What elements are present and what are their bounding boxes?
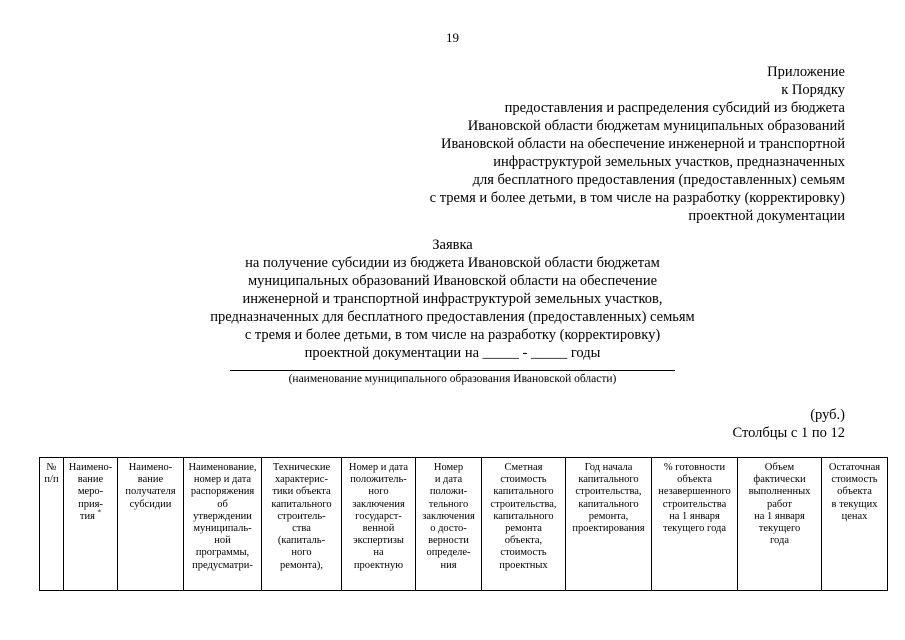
page-number: 19 [446, 30, 459, 45]
table-header-row [40, 458, 888, 591]
table-header-cell: № п/п [40, 458, 64, 591]
fill-in-caption: (наименование муниципального образования Ивановской области) [288, 373, 617, 385]
table-header-cell: Наименование, номер и дата распоряжения об утверждении муниципаль- ной программы, предусматри- [184, 458, 262, 591]
request-line: инженерной и транспортной инфраструктурой земельных участков, [242, 291, 663, 307]
table-header-cell: Номер и дата положитель- ного заключения государст- венной экспертизы на проектную [342, 458, 416, 591]
request-title: Заявка [432, 237, 473, 253]
request-line: предназначенных для бесплатного предоставления (предоставленных) семьям [210, 309, 695, 325]
request-line: с тремя и более детьми, в том числе на разработку (корректировку) [244, 327, 661, 343]
annex-line: Ивановской области бюджетам муниципальных образований [467, 118, 845, 134]
table-header-cell: Технические характерис- тики объекта капитального строитель- ства (капиталь- ного ремонта), [262, 458, 342, 591]
annex-heading [385, 63, 845, 225]
table-header-cell: Объем фактически выполненных работ на 1 января текущего года [738, 458, 822, 591]
units-block [733, 406, 846, 442]
currency-label: (руб.) [810, 407, 845, 423]
request-line: на получение субсидии из бюджета Ивановской области бюджетам [245, 255, 660, 271]
annex-line: проектной документации [688, 208, 845, 224]
application-table [39, 457, 888, 591]
annex-line: для бесплатного предоставления (предоставленных) семьям [472, 172, 845, 188]
table-header-cell: Сметная стоимость капитального строительства, капитального ремонта объекта, стоимость проектных [482, 458, 566, 591]
table-header-cell: Остаточная стоимость объекта в текущих ценах [822, 458, 888, 591]
annex-line: инфраструктурой земельных участков, предназначенных [493, 154, 845, 170]
annex-line: к Порядку [781, 82, 845, 98]
request-line: муниципальных образований Ивановской области на обеспечение [247, 273, 658, 289]
annex-line: Приложение [767, 64, 845, 80]
annex-line: с тремя и более детьми, в том числе на разработку (корректировку) [429, 190, 845, 206]
columns-range-label: Столбцы с 1 по 12 [732, 425, 845, 441]
annex-line: предоставления и распределения субсидий из бюджета [504, 100, 845, 116]
footnote-mark: * [97, 508, 102, 517]
table-header-cell: Наимено- вание меро- прия- тия * [64, 458, 118, 591]
table-header-cell: Год начала капитального строительства, капитального ремонта, проектирования [566, 458, 652, 591]
fill-in-line [230, 370, 675, 371]
request-heading [150, 236, 755, 362]
annex-line: Ивановской области на обеспечение инженерной и транспортной [440, 136, 845, 152]
request-line: проектной документации на _____ - _____ годы [304, 345, 601, 361]
table-header-cell: % готовности объекта незавершенного строительства на 1 января текущего года [652, 458, 738, 591]
table-header-cell: Номер и дата положи- тельного заключения о досто- верности определе- ния [416, 458, 482, 591]
table-header-cell: Наимено- вание получателя субсидии [118, 458, 184, 591]
